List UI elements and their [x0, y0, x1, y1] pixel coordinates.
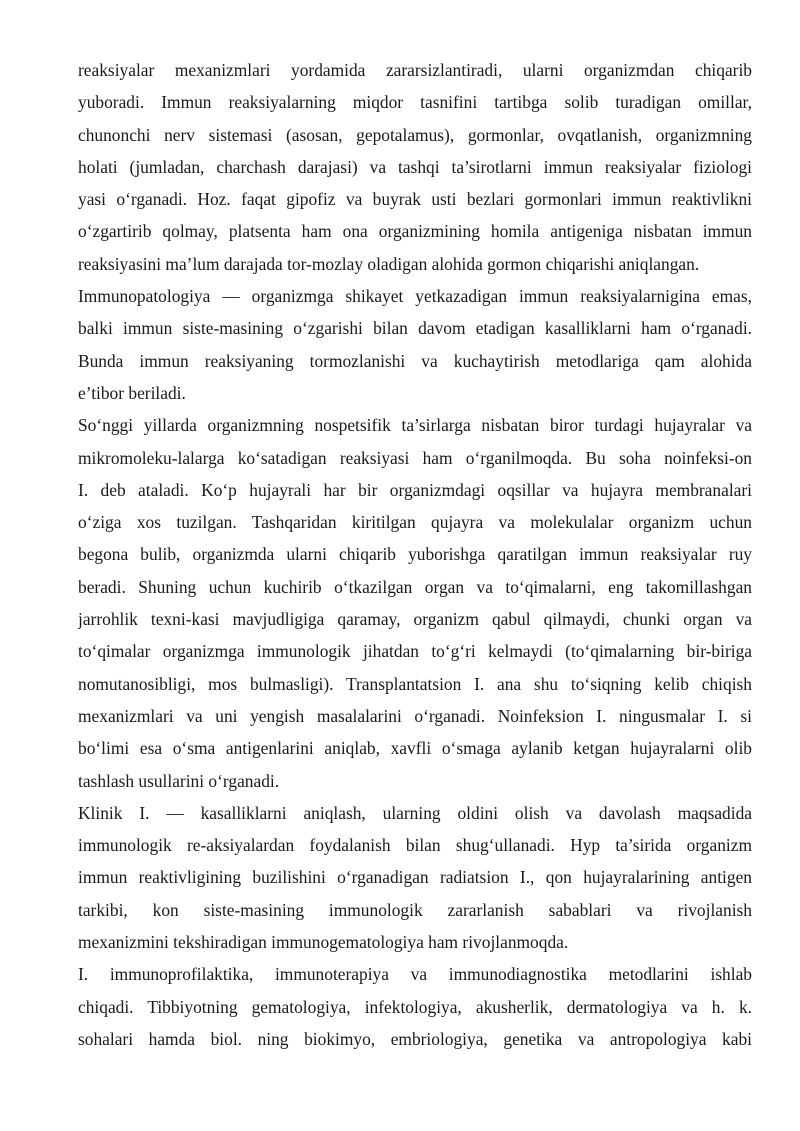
text-line: toʻqimalar organizmga immunologik jihatdan toʻgʻri kelmaydi (toʻqimalarning bir-biriga: [78, 641, 752, 662]
text-line: I. deb ataladi. Koʻp hujayrali har bir organizmdagi oqsillar va hujayra membranalari: [78, 479, 752, 500]
text-line: mexanizmlari va uni yengish masalalarini oʻrganadi. Noinfeksion I. ningusmalar I. si: [78, 705, 752, 726]
paragraph-1: [78, 54, 752, 280]
text-line: holati (jumladan, charchash darajasi) va tashqi ta’sirotlarni immun reaksiyalar fiziologi: [78, 156, 752, 177]
paragraph-4: [78, 797, 752, 958]
text-line: chiqadi. Tibbiyotning gematologiya, infektologiya, akusherlik, dermatologiya va h. k.: [78, 996, 752, 1017]
text-line: boʻlimi esa oʻsma antigenlarini aniqlab, xavfli oʻsmaga aylanib ketgan hujayralarni olib: [78, 738, 752, 759]
text-line: begona bulib, organizmda ularni chiqarib yuborishga qaratilgan immun reaksiyalar ruy: [78, 544, 752, 565]
document-page: [78, 54, 752, 1055]
text-line: Immunopatologiya — organizmga shikayet yetkazadigan immun reaksiyalarnigina emas,: [78, 286, 752, 307]
text-line: tarkibi, kon siste-masining immunologik zararlanish sabablari va rivojlanish: [78, 899, 752, 920]
text-line: Klinik I. — kasalliklarni aniqlash, ularning oldini olish va davolash maqsadida: [78, 802, 752, 823]
paragraph-5: [78, 958, 752, 1055]
text-line: Bunda immun reaksiyaning tormozlanishi va kuchaytirish metodlariga qam alohida: [78, 350, 752, 371]
text-line: yuboradi. Immun reaksiyalarning miqdor tasnifini tartibga solib turadigan omillar,: [78, 92, 752, 113]
text-line: oʻziga xos tuzilgan. Tashqaridan kiritilgan qujayra va molekulalar organizm uchun: [78, 512, 752, 533]
paragraph-2: [78, 280, 752, 409]
text-line: sohalari hamda biol. ning biokimyo, embriologiya, genetika va antropologiya kabi: [78, 1028, 752, 1049]
text-line: immun reaktivligining buzilishini oʻrganadigan radiatsion I., qon hujayralarining antigen: [78, 867, 752, 888]
text-line: e’tibor beriladi.: [78, 382, 186, 403]
text-line: chunonchi nerv sistemasi (asosan, gepotalamus), gormonlar, ovqatlanish, organizmning: [78, 124, 752, 145]
text-line: oʻzgartirib qolmay, platsenta ham ona organizmining homila antigeniga nisbatan immun: [78, 221, 752, 242]
text-line: Soʻnggi yillarda organizmning nospetsifik ta’sirlarga nisbatan biror turdagi hujayralar va: [78, 415, 752, 436]
text-line: reaksiyasini ma’lum darajada tor-mozlay oladigan alohida gormon chiqarishi aniqlangan.: [78, 253, 700, 274]
text-line: beradi. Shuning uchun kuchirib oʻtkazilgan organ va toʻqimalarni, eng takomillashgan: [78, 576, 752, 597]
text-line: yasi oʻrganadi. Hoz. faqat gipofiz va buyrak usti bezlari gormonlari immun reaktivlikni: [78, 189, 752, 210]
text-line: jarrohlik texni-kasi mavjudligiga qaramay, organizm qabul qilmaydi, chunki organ va: [78, 609, 752, 630]
text-line: immunologik re-aksiyalardan foydalanish bilan shugʻullanadi. Hyp ta’sirida organizm: [78, 835, 752, 856]
text-line: I. immunoprofilaktika, immunoterapiya va immunodiagnostika metodlarini ishlab: [78, 964, 752, 985]
text-line: tashlash usullarini oʻrganadi.: [78, 770, 280, 791]
text-line: nomutanosibligi, mos bulmasligi). Transplantatsion I. ana shu toʻsiqning kelib chiqish: [78, 673, 752, 694]
text-line: mexanizmini tekshiradigan immunogematologiya ham rivojlanmoqda.: [78, 932, 569, 953]
text-line: mikromoleku-lalarga koʻsatadigan reaksiyasi ham oʻrganilmoqda. Bu soha noinfeksi-on: [78, 447, 752, 468]
paragraph-3: [78, 409, 752, 797]
text-line: reaksiyalar mexanizmlari yordamida zararsizlantiradi, ularni organizmdan chiqarib: [78, 60, 752, 80]
text-line: balki immun siste-masining oʻzgarishi bilan davom etadigan kasalliklarni ham oʻrganadi.: [78, 318, 752, 339]
